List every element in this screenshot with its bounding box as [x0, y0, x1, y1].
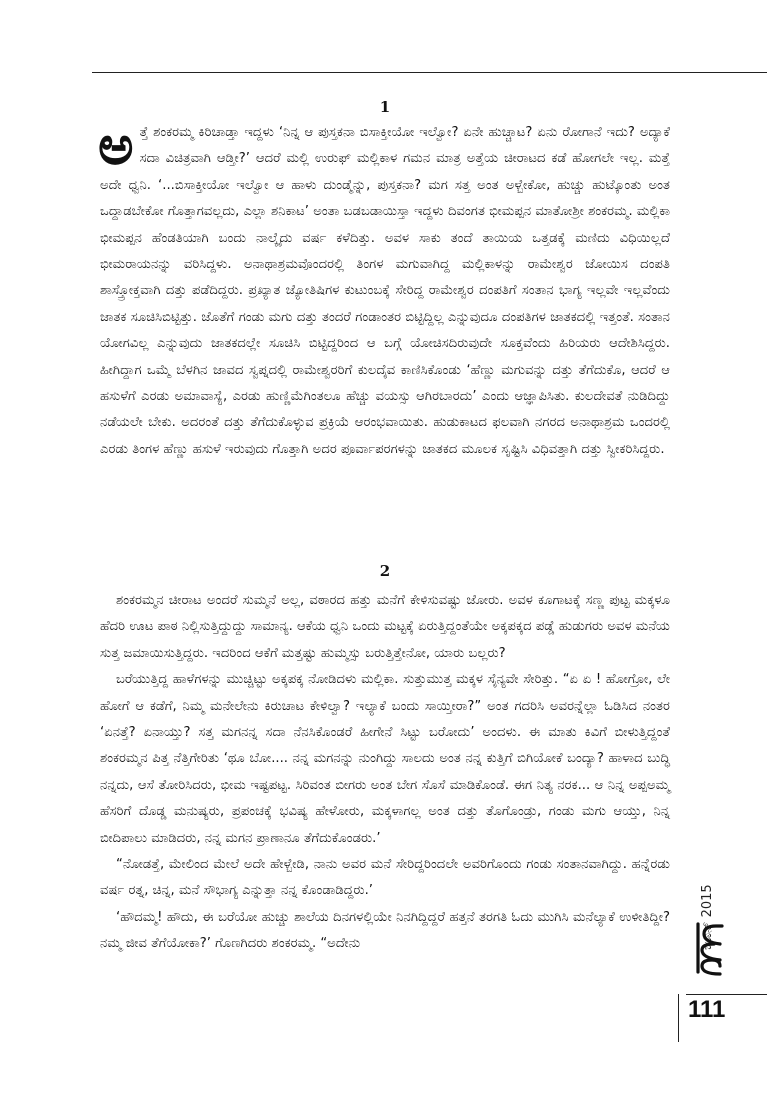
section-1-body	[98, 114, 670, 463]
paragraph: “ನೋಡತ್ತೆ, ಮೇಲಿಂದ ಮೇಲೆ ಅದೇ ಹೇಳ್ಬೇಡಿ, ನಾನು ಅವರ ಮನೆ ಸೇರಿದ್ದರಿಂದಲೇ ಅವರಿಗೊಂದು ಗಂಡು ಸಂತಾನವಾಗಿದ್ದು. ಹನ್ನೆರಡು ವರ್ಷ ರತ್ನ, ಚಿನ್ನ, ಮನೆ ಸೌಭಾಗ್ಯ ಎನ್ನುತ್ತಾ ನನ್ನ ಕೊಂಡಾಡಿದ್ದರು.’	[100, 857, 670, 899]
page-number-divider	[678, 994, 679, 1042]
page-number: 111	[688, 996, 726, 1023]
section-1-paragraph	[98, 114, 670, 463]
paragraph: ಶಂಕರಮ್ಮನ ಚೀರಾಟ ಅಂದರೆ ಸುಮ್ಮನೆ ಅಲ್ಲ, ವಠಾರದ ಹತ್ತು ಮನೆಗೆ ಕೇಳಿಸುವಷ್ಟು ಜೋರು. ಅವಳ ಕೂಗಾಟಕ್ಕೆ ಸಣ್ಣ ಪುಟ್ಟ ಮಕ್ಕಳೂ ಹೆದರಿ ಊಟ ಪಾಠ ನಿಲ್ಲಿಸುತ್ತಿದ್ದುದ್ದು ಸಾಮಾನ್ಯ. ಆಕೆಯ ಧ್ವನಿ ಒಂದು ಮಟ್ಟಕ್ಕೆ ಏರುತ್ತಿದ್ದಂತೆಯೇ ಅಕ್ಕಪಕ್ಕದ ಪಡ್ಡೆ ಹುಡುಗರು ಅವಳ ಮನೆಯ ಸುತ್ತ ಜಮಾಯಿಸುತ್ತಿದ್ದರು. ಇದರಿಂದ ಆಕೆಗೆ ಮತ್ತಷ್ಟು ಹುಮ್ಮಸ್ಸು ಬರುತ್ತಿತ್ತೇನೋ, ಯಾರು ಬಲ್ಲರು?	[100, 593, 670, 661]
section-number-1: 1	[379, 98, 391, 116]
magazine-logo	[692, 920, 728, 978]
paragraph: ಬರೆಯುತ್ತಿದ್ದ ಹಾಳೆಗಳನ್ನು ಮುಚ್ಚಿಟ್ಟು ಅಕ್ಕಪಕ್ಕ ನೋಡಿದಳು ಮಲ್ಲಿಕಾ. ಸುತ್ತುಮುತ್ತ ಮಕ್ಕಳ ಸೈನ್ಯವೇ ಸೇರಿತ್ತು. “ಏ ಏ ! ಹೋಗ್ರೋ, ಲೇ ಹೋಗೆ ಆ ಕಡೆಗೆ, ನಿಮ್ಮ ಮನೇಲೇನು ಕಿರುಚಾಟ ಕೇಳಿಲ್ವಾ? ಇಲ್ಯಾಕೆ ಬಂದು ಸಾಯ್ತೀರಾ?” ಅಂತ ಗದರಿಸಿ ಅವರನ್ನೆಲ್ಲಾ ಓಡಿಸಿದ ನಂತರ ‘ಏನತ್ತೆ? ಏನಾಯ್ತು? ಸತ್ತ ಮಗನನ್ನ ಸದಾ ನೆನಸಿಕೊಂಡರೆ ಹೀಗೇನೆ ಸಿಟ್ಟು ಬರೋದು’ ಅಂದಳು. ಈ ಮಾತು ಕಿವಿಗೆ ಬೀಳುತ್ತಿದ್ದಂತೆ ಶಂಕರಮ್ಮನ ಪಿತ್ತ ನೆತ್ತಿಗೇರಿತು ‘ಥೂ ಬೋ.... ನನ್ನ ಮಗನನ್ನು ನುಂಗಿದ್ದು ಸಾಲದು ಅಂತ ನನ್ನ ಕುತ್ತಿಗೆ ಬಿಗಿಯೋಕೆ ಬಂದ್ಯಾ? ಹಾಳಾದ ಬುದ್ಧಿ ನನ್ನದು, ಆಸೆ ತೋರಿಸಿದರು, ಭೀಮ ಇಷ್ಟಪಟ್ಟ. ಸಿರಿವಂತ ಬೀಗರು ಅಂತ ಬೇಗ ಸೊಸೆ ಮಾಡಿಕೊಂಡೆ. ಈಗ ನಿತ್ಯ ನರಕ... ಆ ನಿನ್ನ ಅಪ್ಪಅಮ್ಮ ಹೆಸರಿಗೆ ದೊಡ್ಡ ಮನುಷ್ಯರು, ಪ್ರಪಂಚಕ್ಕೆ ಭವಿಷ್ಯ ಹೇಳೋರು, ಮಕ್ಕಳಾಗಲ್ಲ ಅಂತ ದತ್ತು ತೊಗೊಂಡ್ರು, ಗಂಡು ಮಗು ಆಯ್ತು, ನಿನ್ನ ಬೀದಿಪಾಲು ಮಾಡಿದರು, ನನ್ನ ಮಗನ ಪ್ರಾಣಾನೂ ತೆಗೆದುಕೊಂಡರು.’	[100, 672, 670, 846]
section-1-text: ತ್ತೆ ಶಂಕರಮ್ಮ ಕಿರಿಚಾಡ್ತಾ ಇದ್ದಳು ‘ನಿನ್ನ ಆ ಪುಸ್ತಕನಾ ಬಿಸಾಕ್ತೀಯೋ ಇಲ್ವೋ? ಏನೇ ಹುಚ್ಚಾಟ? ಏನು ರೋಗಾನೆ ಇದು? ಅದ್ಯಾಕೆ ಸದಾ ವಿಚಿತ್ರವಾಗಿ ಆಡ್ತೀ?’ ಆದರೆ ಮಲ್ಲಿ ಉರುಫ್ ಮಲ್ಲಿಕಾಳ ಗಮನ ಮಾತ್ರ ಅತ್ತೆಯ ಚೀರಾಟದ ಕಡೆ ಹೋಗಲೇ ಇಲ್ಲ. ಮತ್ತೆ ಅದೇ ಧ್ವನಿ. ‘...ಬಿಸಾಕ್ತೀಯೋ ಇಲ್ವೋ ಆ ಹಾಳು ದುಂಡ್ಮೆನ್ನು, ಪುಸ್ತಕನಾ? ಮಗ ಸತ್ತ ಅಂತ ಅಳ್ಬೇಕೋ, ಹುಚ್ಚು ಹುಟ್ಕೊಂತು ಅಂತ ಒದ್ದಾಡಬೇಕೋ ಗೊತ್ತಾಗವಲ್ಲದು, ಎಲ್ಲಾ ಶನಿಕಾಟ’ ಅಂತಾ ಬಡಬಡಾಯಿಸ್ತಾ ಇದ್ದಳು ದಿವಂಗತ ಭೀಮಪ್ಪನ ಮಾತೋಶ್ರೀ ಶಂಕರಮ್ಮ. ಮಲ್ಲಿಕಾ ಭೀಮಪ್ಪನ ಹೆಂಡತಿಯಾಗಿ ಬಂದು ನಾಲ್ಕೈದು ವರ್ಷ ಕಳೆದಿತ್ತು. ಅವಳ ಸಾಕು ತಂದೆ ತಾಯಿಯ ಒತ್ತಡಕ್ಕೆ ಮಣಿದು ವಿಧಿಯಿಲ್ಲದೆ ಭೀಮರಾಯನನ್ನು ವರಿಸಿದ್ದಳು. ಅನಾಥಾಶ್ರಮವೊಂದರಲ್ಲಿ ತಿಂಗಳ ಮಗುವಾಗಿದ್ದ ಮಲ್ಲಿಕಾಳನ್ನು ರಾಮೇಶ್ವರ ಜೋಯಿಸ ದಂಪತಿ ಶಾಸ್ತ್ರೋಕ್ತವಾಗಿ ದತ್ತು ಪಡೆದಿದ್ದರು. ಪ್ರಖ್ಯಾತ ಜ್ಯೋತಿಷಿಗಳ ಕುಟುಂಬಕ್ಕೆ ಸೇರಿದ್ದ ರಾಮೇಶ್ವರ ದಂಪತಿಗೆ ಸಂತಾನ ಭಾಗ್ಯ ಇಲ್ಲವೇ ಇಲ್ಲವೆಂದು ಜಾತಕ ಸೂಚಿಸಿಬಿಟ್ಟಿತ್ತು. ಜೊತೆಗೆ ಗಂಡು ಮಗು ದತ್ತು ತಂದರೆ ಗಂಡಾಂತರ ಬಿಟ್ಟಿದ್ದಿಲ್ಲ ಎನ್ನುವುದೂ ದಂಪತಿಗಳ ಜಾತಕದಲ್ಲಿ ಇತ್ತಂತೆ. ಸಂತಾನ ಯೋಗವಿಲ್ಲ ಎನ್ನುವುದು ಜಾತಕದಲ್ಲೇ ಸೂಚಿಸಿ ಬಿಟ್ಟಿದ್ದರಿಂದ ಆ ಬಗ್ಗೆ ಯೋಚಿಸದಿರುವುದೇ ಸೂಕ್ತವೆಂದು ಹಿರಿಯರು ಆದೇಶಿಸಿದ್ದರು. ಹೀಗಿದ್ದಾಗ ಒಮ್ಮೆ ಬೆಳಗಿನ ಜಾವದ ಸ್ವಪ್ನದಲ್ಲಿ ರಾಮೇಶ್ವರರಿಗೆ ಕುಲದೈವ ಕಾಣಿಸಿಕೊಂಡು ‘ಹೆಣ್ಣು ಮಗುವನ್ನು ದತ್ತು ತೆಗೆದುಕೊ, ಆದರೆ ಆ ಹಸುಳೆಗೆ ಎರಡು ಅಮಾವಾಸ್ಯೆ, ಎರಡು ಹುಣ್ಣಿಮೆಗಿಂತಲೂ ಹೆಚ್ಚು ವಯಸ್ಸು ಆಗಿರಬಾರದು’ ಎಂದು ಆಜ್ಞಾಪಿಸಿತು. ಕುಲದೇವತೆ ನುಡಿದಿದ್ದು ನಡೆಯಲೇ ಬೇಕು. ಅದರಂತೆ ದತ್ತು ತೆಗೆದುಕೊಳ್ಳುವ ಪ್ರಕ್ರಿಯೆ ಆರಂಭವಾಯಿತು. ಹುಡುಕಾಟದ ಫಲವಾಗಿ ನಗರದ ಅನಾಥಾಶ್ರಮ ಒಂದರಲ್ಲಿ ಎರಡು ತಿಂಗಳ ಹೆಣ್ಣು ಹಸುಳೆ ಇರುವುದು ಗೊತ್ತಾಗಿ ಅದರ ಪೂರ್ವಾಪರಗಳನ್ನು ಜಾತಕದ ಮೂಲಕ ಸೃಷ್ಟಿಸಿ ವಿಧಿವತ್ತಾಗಿ ದತ್ತು ಸ್ವೀಕರಿಸಿದ್ದರು.	[100, 125, 670, 457]
issue-date: ಜೂನ್ 2015	[700, 884, 715, 950]
drop-cap: ಅ	[98, 114, 134, 177]
section-2-body	[100, 588, 670, 958]
section-number-2: 2	[379, 562, 391, 580]
paragraph: ‘ಹೌದಮ್ಮ! ಹೌದು, ಈ ಬರೆಯೋ ಹುಚ್ಚು ಶಾಲೆಯ ದಿನಗಳಲ್ಲಿಯೇ ನಿನಗಿದ್ದಿದ್ದರೆ ಹತ್ತನೆ ತರಗತಿ ಓದು ಮುಗಿಸಿ ಮನೆಲ್ಯಾಕೆ ಉಳೀತಿದ್ದೀ? ನಮ್ಮ ಜೀವ ತೆಗೆಯೋಕಾ?’ ಗೊಣಗಿದರು ಶಂಕರಮ್ಮ. “ಅದೇನು	[100, 909, 670, 952]
header-rule	[92, 72, 767, 73]
page-number-rule	[686, 994, 767, 995]
